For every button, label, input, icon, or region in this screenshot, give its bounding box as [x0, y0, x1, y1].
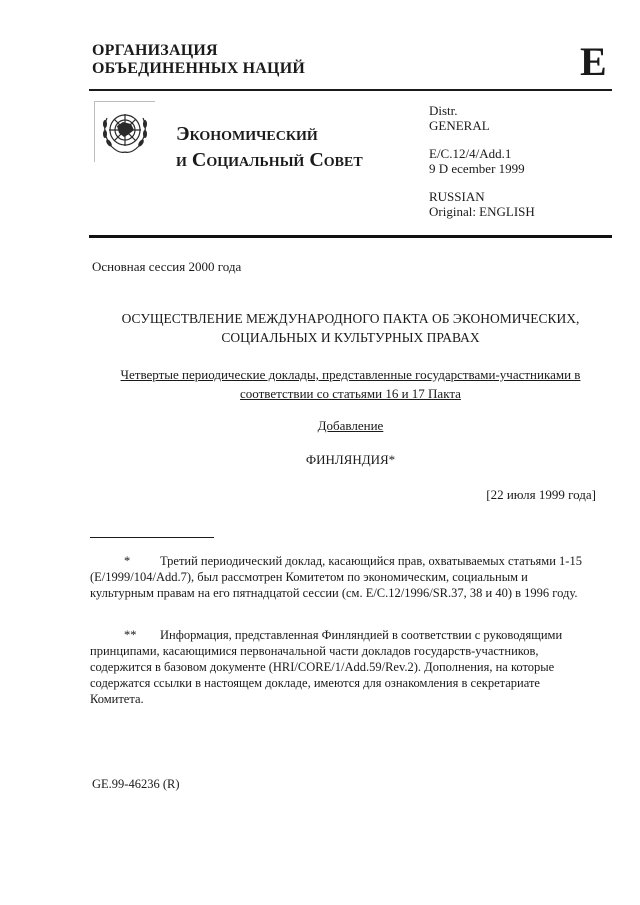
un-emblem-graphic	[97, 104, 153, 160]
footnote-separator	[90, 537, 214, 538]
addendum-heading	[89, 418, 612, 434]
subtitle-line-1: Четвертые периодические доклады, представленные государствами-участниками в	[120, 367, 581, 382]
header-rule	[89, 89, 612, 91]
document-title	[89, 309, 612, 347]
org-line-1: ОРГАНИЗАЦИЯ	[92, 42, 218, 59]
original-language: Original: ENGLISH	[429, 204, 535, 219]
council-line-1: Экономический	[176, 123, 318, 145]
distribution-block	[429, 103, 535, 219]
org-line-2: ОБЪЕДИНЕННЫХ НАЦИЙ	[92, 60, 305, 77]
distr-value: GENERAL	[429, 118, 490, 133]
report-date: [22 июля 1999 года]	[486, 487, 596, 502]
footnote-2-mark: **	[124, 628, 137, 642]
subtitle-line-2: соответствии со статьями 16 и 17 Пакта	[240, 386, 461, 401]
footnote-1-mark: *	[124, 554, 131, 568]
un-emblem-icon	[94, 101, 155, 162]
title-line-2: СОЦИАЛЬНЫХ И КУЛЬТУРНЫХ ПРАВАХ	[221, 330, 480, 345]
session-label: Основная сессия 2000 года	[92, 259, 242, 274]
document-language: RUSSIAN	[429, 189, 485, 204]
language-letter: E	[580, 39, 607, 84]
footnote-2	[90, 627, 590, 707]
distr-label: Distr.	[429, 103, 458, 118]
title-line-1: ОСУЩЕСТВЛЕНИЕ МЕЖДУНАРОДНОГО ПАКТА ОБ ЭКОНОМИЧЕСКИХ,	[121, 311, 580, 326]
footnote-2-text: Информация, представленная Финляндией в соответствии с руководящими принципами, касающимися первоначальной части докладов государств-участников, содержится в базовом документе (HRI/CORE/1/Add.59/Rev.2). Дополнения, на которые содержатся ссылки в настоящем докладе, имеются для ознакомления в секретариате Комитета.	[90, 628, 563, 706]
footnote-1-text: Третий периодический доклад, касающийся прав, охватываемых статьями 1-15 (E/1999/104/Add.7), был рассмотрен Комитетом по экономическим, социальным и культурным правам на его пятнадцатой сессии (см. E/C.12/1996/SR.37, 38 и 40) в 1996 году.	[90, 554, 582, 600]
document-symbol: E/C.12/4/Add.1	[429, 146, 512, 161]
council-name	[176, 121, 363, 173]
addendum-label: Добавление	[317, 418, 384, 433]
masthead-rule	[89, 235, 612, 238]
country-heading: ФИНЛЯНДИЯ*	[305, 452, 396, 467]
organization-name	[92, 42, 305, 78]
document-date: 9 D ecember 1999	[429, 161, 525, 176]
document-subtitle	[89, 365, 612, 403]
council-line-2: и Социальный Совет	[176, 149, 363, 171]
footnote-1	[90, 553, 590, 601]
document-job-number: GE.99-46236 (R)	[92, 777, 180, 791]
